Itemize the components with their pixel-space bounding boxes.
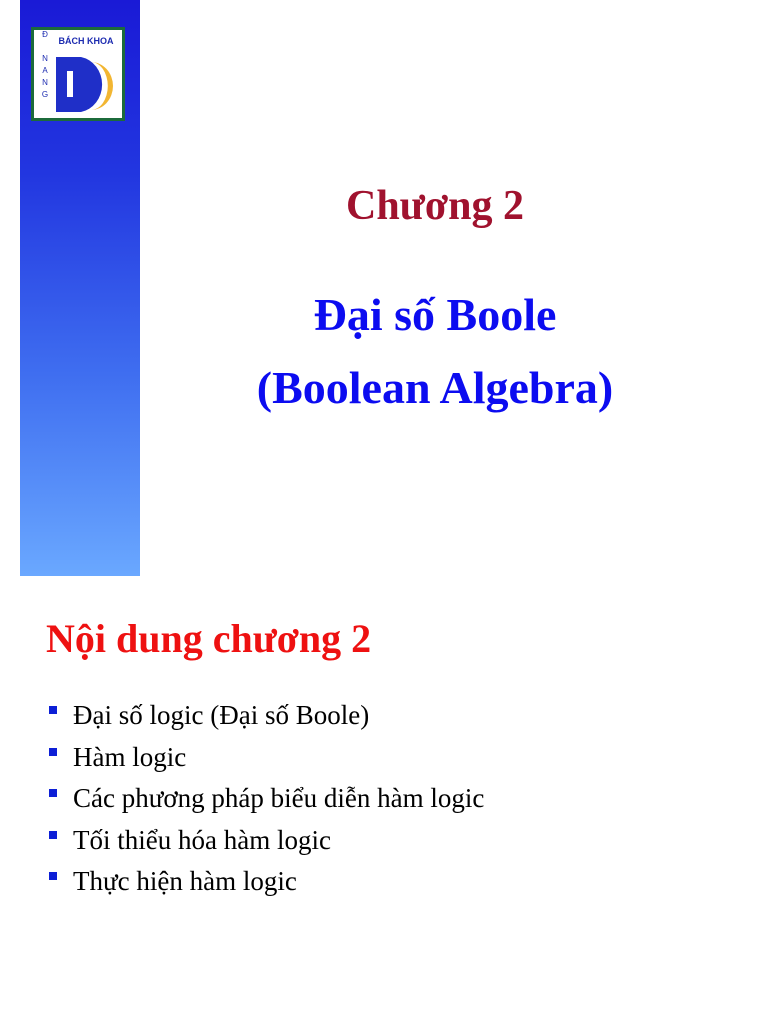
list-item xyxy=(48,822,484,864)
logo-side-letter: G xyxy=(41,90,49,99)
title-block xyxy=(140,0,730,576)
logo-text-top: BÁCH KHOA xyxy=(58,36,114,46)
list-item xyxy=(48,739,484,781)
list-item-text: Đại số logic (Đại số Boole) xyxy=(73,700,370,730)
list-item-text: Tối thiểu hóa hàm logic xyxy=(73,824,331,855)
list-item-text: Các phương pháp biểu diễn hàm logic xyxy=(73,783,485,813)
list-item xyxy=(48,863,484,905)
slide-title-line-1: Đại số Boole xyxy=(313,289,557,340)
list-item-text: Hàm logic xyxy=(73,741,187,772)
square-bullet-icon xyxy=(49,789,57,797)
bach-khoa-logo xyxy=(31,27,125,121)
chapter-label: Chương 2 xyxy=(345,183,524,229)
square-bullet-icon xyxy=(49,831,57,839)
contents-slide xyxy=(0,576,768,1024)
slide-title-line-2: (Boolean Algebra) xyxy=(256,362,614,413)
list-item xyxy=(48,780,484,822)
square-bullet-icon xyxy=(49,748,57,756)
logo-side-letter: A xyxy=(42,66,48,75)
contents-list xyxy=(48,697,484,905)
contents-title: Nội dung chương 2 xyxy=(46,616,372,661)
list-item-text: Thực hiện hàm logic xyxy=(73,866,297,896)
logo-letter-gap xyxy=(67,71,73,97)
logo-side-letter: N xyxy=(42,78,48,87)
logo-side-letter: N xyxy=(42,54,48,63)
list-item xyxy=(48,697,484,739)
logo-side-letter: Đ xyxy=(42,30,48,39)
square-bullet-icon xyxy=(49,706,57,714)
square-bullet-icon xyxy=(49,872,57,880)
